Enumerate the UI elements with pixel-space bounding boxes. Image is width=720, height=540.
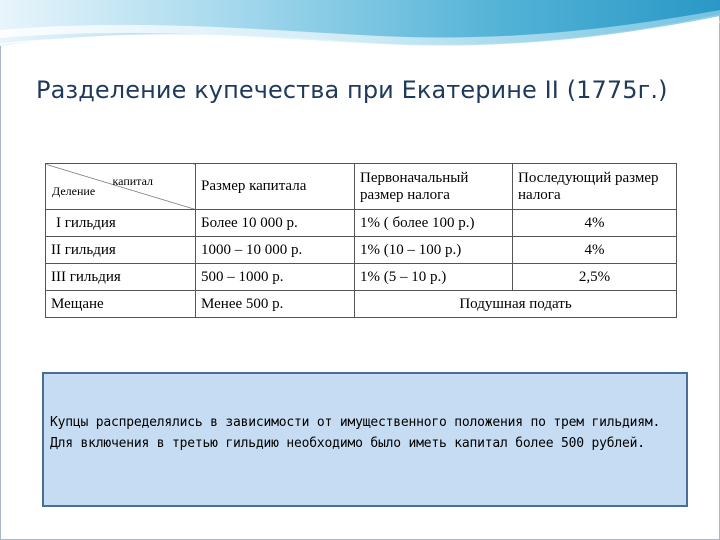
table-row (46, 210, 677, 237)
slide-title: Разделение купечества при Екатерине II (1775г.) (36, 76, 668, 104)
cell-capital: Более 10 000 р. (196, 210, 355, 237)
header-later-tax: Последующий размер налога (513, 164, 677, 210)
table-row (46, 237, 677, 264)
header-capital: Размер капитала (196, 164, 355, 210)
cell-initial-tax: 1% (5 – 10 р.) (355, 264, 513, 291)
header-corner-cell (46, 164, 196, 210)
cell-division: II гильдия (46, 237, 196, 264)
cell-capital: Менее 500 р. (196, 291, 355, 318)
note-text: Купцы распределялись в зависимости от имущественного положения по трем гильдиям. Для включения в третью гильдию необходимо было иметь капитал более 500 рублей. (50, 415, 661, 451)
table-row (46, 291, 677, 318)
cell-division: III гильдия (46, 264, 196, 291)
cell-capital: 1000 – 10 000 р. (196, 237, 355, 264)
cell-division: I гильдия (46, 210, 196, 237)
cell-later-tax: 2,5% (513, 264, 677, 291)
corner-label-division: Деление (52, 184, 96, 198)
table-header-row (46, 164, 677, 210)
table-row (46, 264, 677, 291)
cell-initial-tax: 1% ( более 100 р.) (355, 210, 513, 237)
cell-tax-merged: Подушная подать (355, 291, 677, 318)
cell-later-tax: 4% (513, 237, 677, 264)
cell-division: Мещане (46, 291, 196, 318)
cell-capital: 500 – 1000 р. (196, 264, 355, 291)
header-initial-tax: Первоначальный размер налога (355, 164, 513, 210)
decorative-wave-banner (0, 0, 720, 60)
cell-initial-tax: 1% (10 – 100 р.) (355, 237, 513, 264)
corner-label-capital: капитал (112, 174, 153, 188)
guilds-table (45, 163, 677, 318)
note-box (42, 372, 688, 507)
cell-later-tax: 4% (513, 210, 677, 237)
